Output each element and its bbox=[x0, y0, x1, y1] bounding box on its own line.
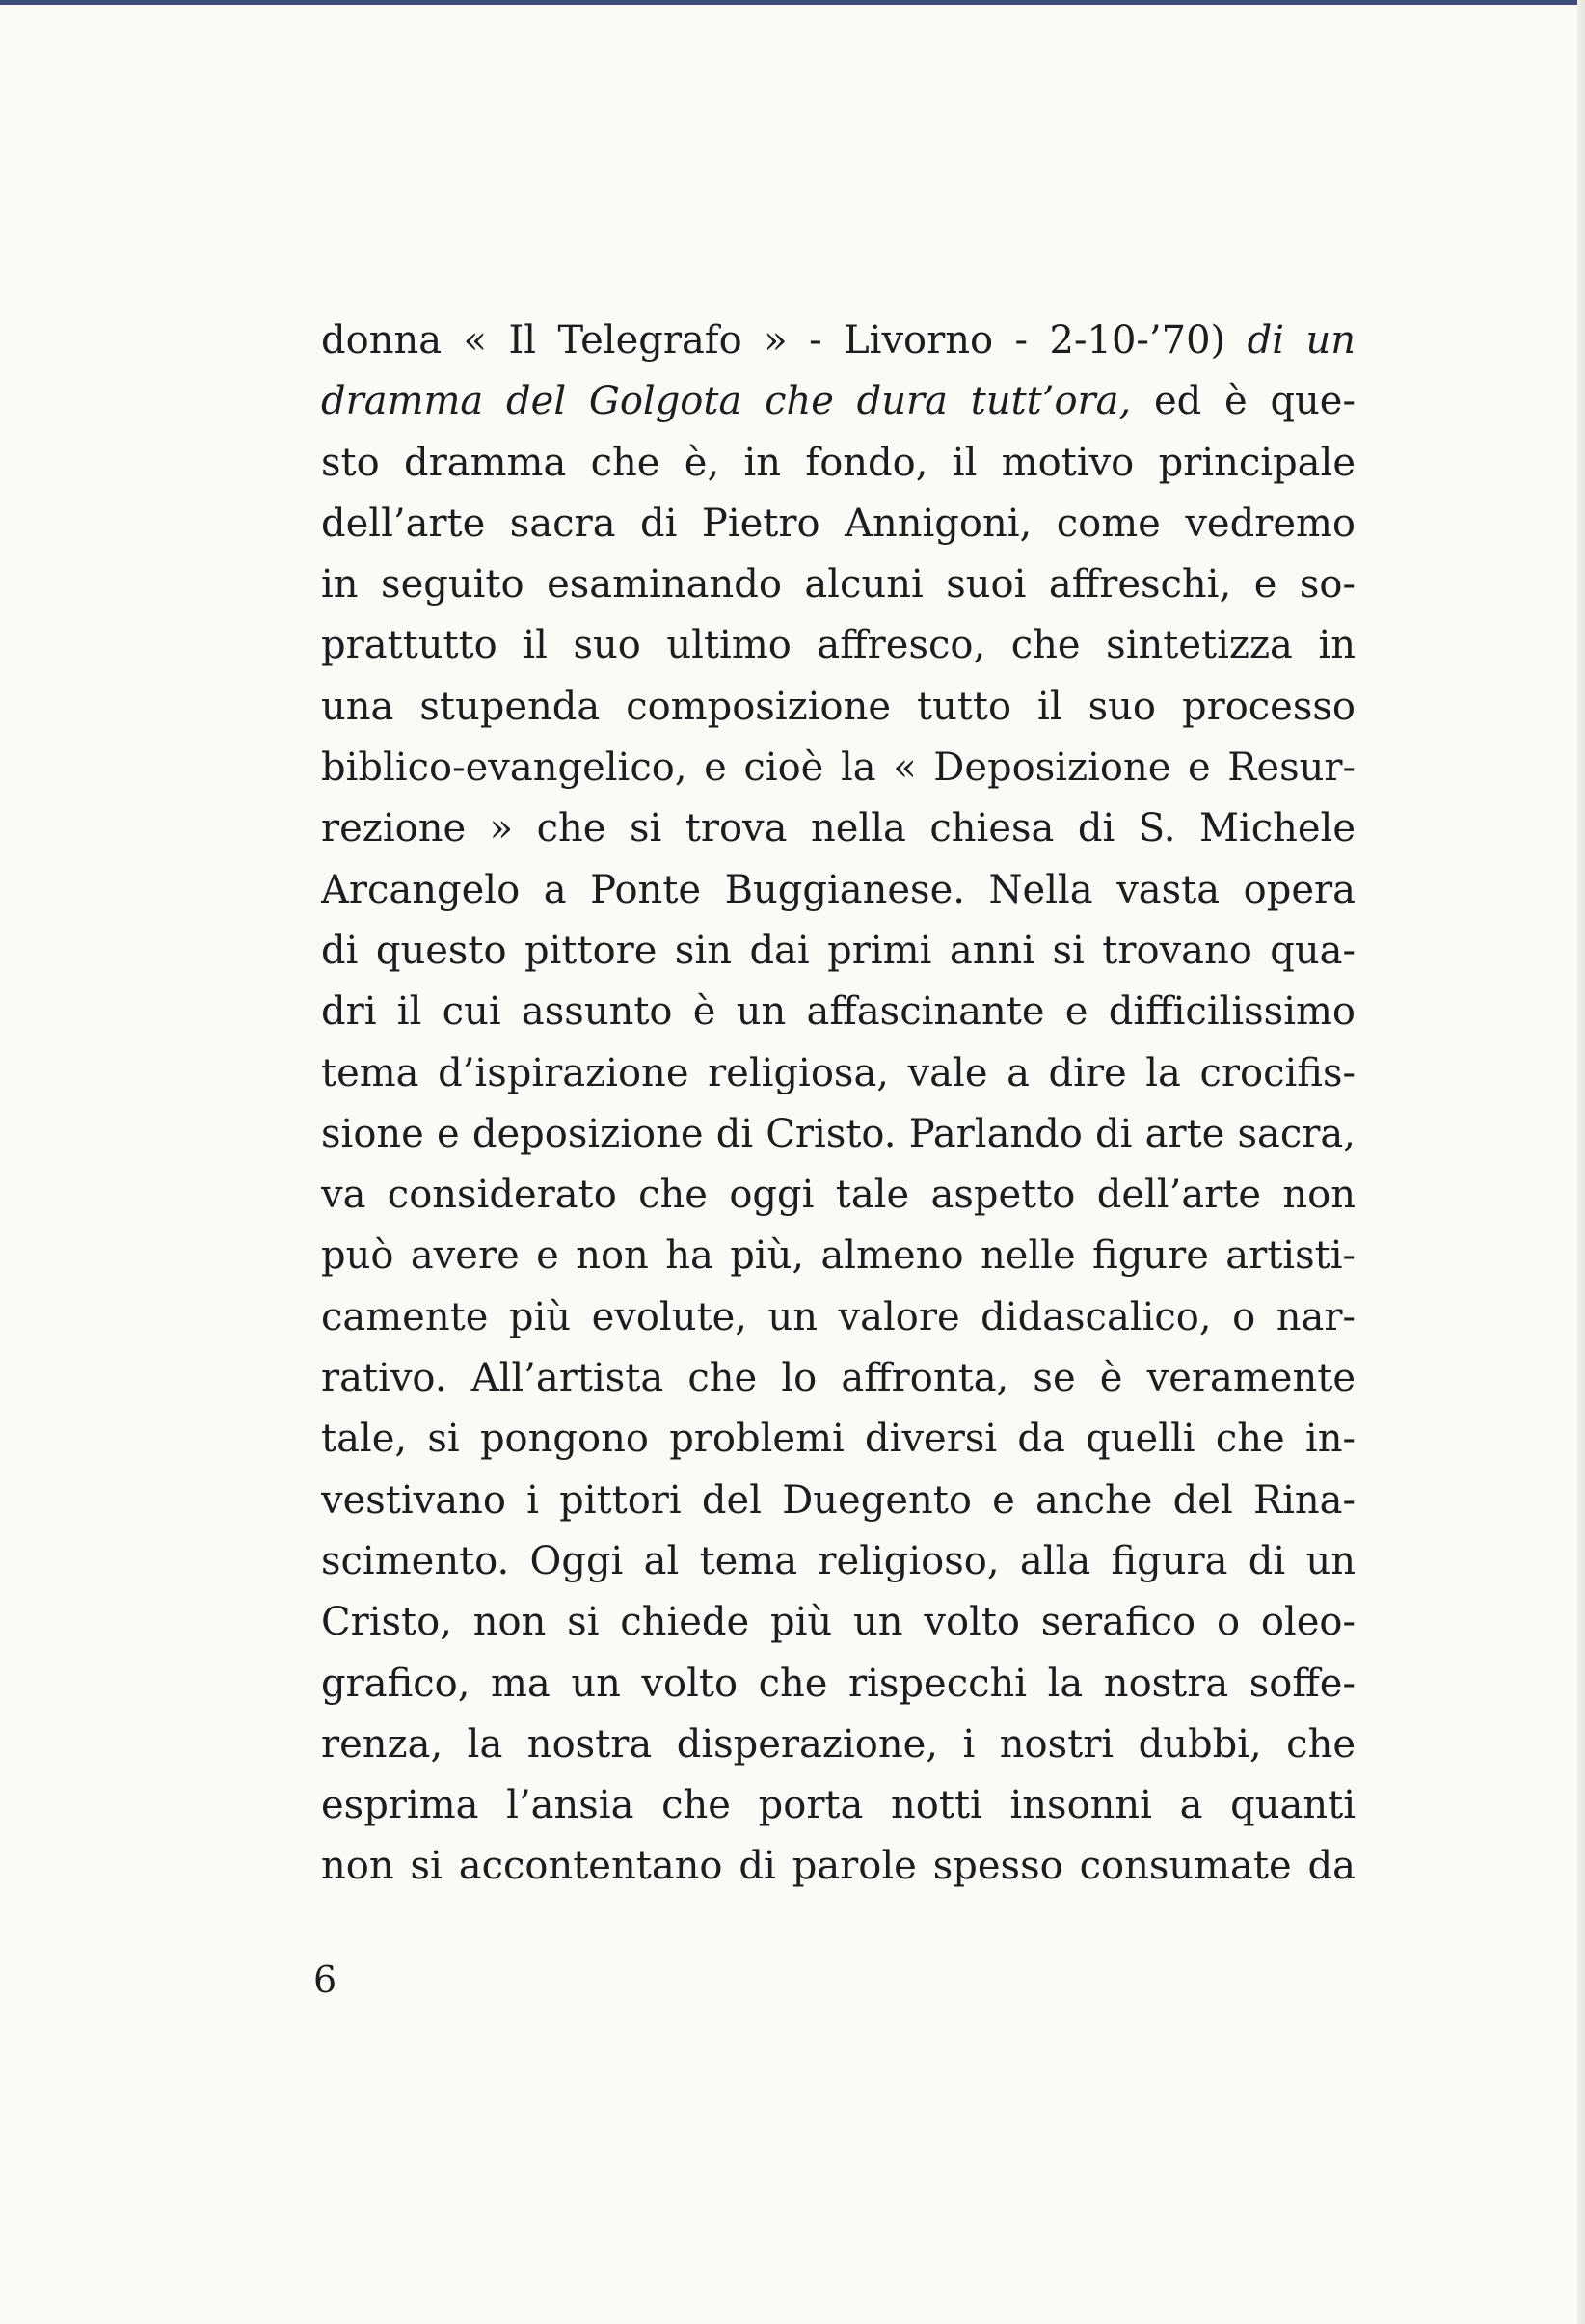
text-line bbox=[321, 860, 1356, 921]
text-line bbox=[321, 738, 1356, 798]
text-line bbox=[321, 371, 1356, 432]
text-span: rezione » che si trova nella chiesa di S. Michele bbox=[321, 806, 1356, 851]
text-span: prattutto il suo ultimo affresco, che sintetizza in bbox=[321, 623, 1356, 668]
text-line bbox=[321, 1409, 1356, 1470]
text-span: sto dramma che è, in fondo, il motivo principale bbox=[321, 440, 1356, 485]
text-span: può avere e non ha più, almeno nelle figure artisti- bbox=[321, 1233, 1356, 1279]
text-line bbox=[321, 311, 1356, 371]
text-line bbox=[321, 1287, 1356, 1348]
text-line bbox=[321, 798, 1356, 859]
scan-top-border bbox=[0, 0, 1585, 5]
text-span: sione e deposizione di Cristo. Parlando di arte sacra, bbox=[321, 1111, 1356, 1156]
text-line bbox=[321, 982, 1356, 1042]
text-line bbox=[321, 1104, 1356, 1165]
text-span: esprima l’ansia che porta notti insonni a quanti bbox=[321, 1783, 1356, 1828]
text-span: renza, la nostra disperazione, i nostri dubbi, che bbox=[321, 1721, 1356, 1767]
text-span: grafico, ma un volto che rispecchi la nostra soffe- bbox=[321, 1661, 1356, 1706]
text-span: scimento. Oggi al tema religioso, alla figura di un bbox=[321, 1538, 1356, 1583]
text-line bbox=[321, 1836, 1356, 1897]
text-span: tale, si pongono problemi diversi da quelli che in- bbox=[321, 1417, 1356, 1462]
text-span: camente più evolute, un valore didascalico, o nar- bbox=[321, 1294, 1356, 1339]
text-line bbox=[321, 1471, 1356, 1531]
text-line bbox=[321, 1348, 1356, 1409]
text-span: rativo. All’artista che lo affronta, se è veramente bbox=[321, 1356, 1356, 1401]
body-text bbox=[321, 311, 1356, 1898]
text-line bbox=[321, 1165, 1356, 1226]
text-span: dri il cui assunto è un affascinante e difficilissimo bbox=[321, 989, 1356, 1035]
text-line bbox=[321, 1592, 1356, 1653]
text-span: una stupenda composizione tutto il suo processo bbox=[321, 684, 1356, 729]
text-span: donna « Il Telegrafo » - Livorno - 2-10-’70) bbox=[321, 318, 1248, 363]
text-line bbox=[321, 921, 1356, 982]
text-line bbox=[321, 433, 1356, 494]
text-span: ed è que- bbox=[1131, 379, 1356, 424]
text-line bbox=[321, 1531, 1356, 1592]
text-line bbox=[321, 615, 1356, 676]
text-span: Arcangelo a Ponte Buggianese. Nella vasta opera bbox=[321, 867, 1356, 912]
italic-text: dramma del Golgota che dura tutt’ora, bbox=[321, 379, 1132, 424]
text-span: biblico-evangelico, e cioè la « Deposizione e Resur- bbox=[321, 745, 1356, 791]
text-line bbox=[321, 677, 1356, 738]
page-number: 6 bbox=[313, 1959, 337, 2001]
italic-text: di un bbox=[1247, 318, 1356, 363]
text-line bbox=[321, 1775, 1356, 1836]
text-span: tema d’ispirazione religiosa, vale a dire la crocifis- bbox=[321, 1050, 1356, 1095]
text-line bbox=[321, 554, 1356, 615]
text-span: in seguito esaminando alcuni suoi affreschi, e so- bbox=[321, 562, 1356, 608]
text-span: non si accontentano di parole spesso consumate da bbox=[321, 1844, 1356, 1889]
text-line bbox=[321, 1043, 1356, 1104]
text-span: vestivano i pittori del Duegento e anche del Rina- bbox=[321, 1477, 1356, 1523]
text-line bbox=[321, 1715, 1356, 1775]
scan-right-edge bbox=[1577, 0, 1585, 2324]
text-line bbox=[321, 494, 1356, 554]
text-line bbox=[321, 1654, 1356, 1715]
text-span: di questo pittore sin dai primi anni si trovano qua- bbox=[321, 928, 1356, 973]
text-span: Cristo, non si chiede più un volto serafico o oleo- bbox=[321, 1600, 1356, 1645]
text-span: va considerato che oggi tale aspetto dell’arte non bbox=[321, 1173, 1356, 1218]
text-line bbox=[321, 1226, 1356, 1286]
text-span: dell’arte sacra di Pietro Annigoni, come vedremo bbox=[321, 500, 1356, 546]
